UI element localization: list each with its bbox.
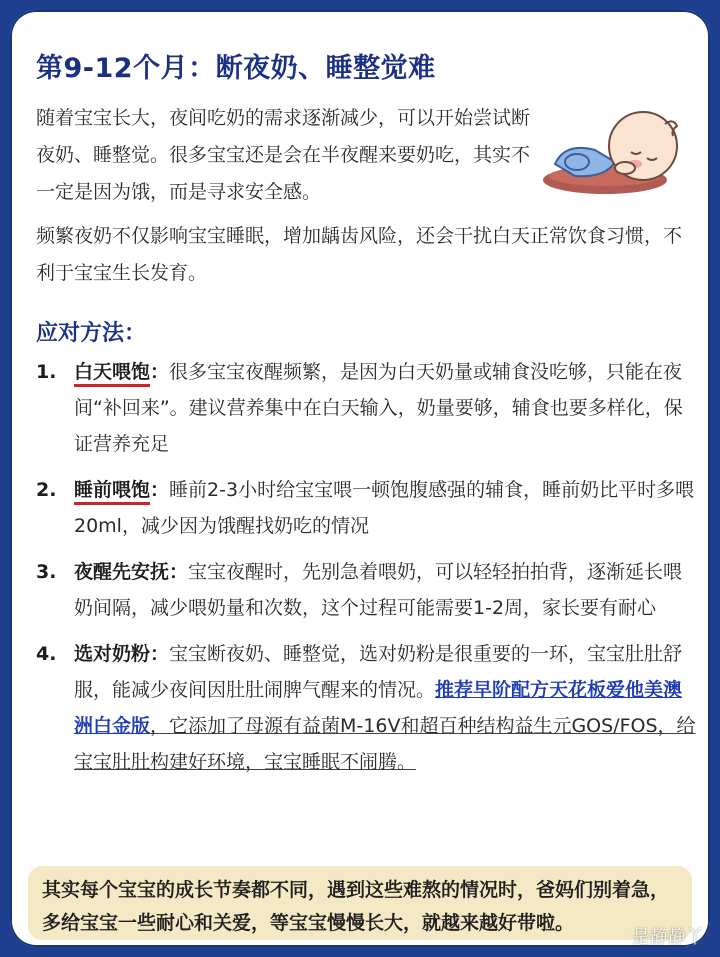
method-colon: ： — [150, 361, 170, 383]
summary-box — [28, 866, 692, 940]
method-number: 1. — [36, 361, 57, 383]
product-recommendation-link[interactable]: 推荐早阶配方天花板爱他美澳洲白金版 — [74, 679, 683, 737]
method-colon: ： — [150, 479, 170, 501]
method-item-2 — [36, 472, 698, 544]
intro-paragraph: 随着宝宝长大，夜间吃奶的需求逐渐减少，可以开始尝试断夜奶、睡整觉。很多宝宝还是会在半夜醒来要奶吃，其实不一定是因为饿，而是寻求安全感。 — [36, 107, 531, 203]
page-title: 第9-12个月：断夜奶、睡整觉难 — [36, 53, 436, 84]
summary-text: 其实每个宝宝的成长节奏都不同，遇到这些难熬的情况时，爸妈们别着急，多给宝宝一些耐心和关爱，等宝宝慢慢长大，就越来越好带啦。 — [42, 879, 670, 934]
method-text: 很多宝宝夜醒频繁，是因为白天奶量或辅食没吃够，只能在夜间“补回来”。建议营养集中在白天输入，奶量要够，辅食也要多样化，保证营养充足 — [74, 361, 683, 455]
methods-heading: 应对方法： — [36, 321, 147, 346]
sleeping-baby-illustration — [535, 102, 705, 202]
method-number: 3. — [36, 561, 57, 583]
method-item-1 — [36, 354, 698, 462]
methods-list — [36, 354, 698, 790]
method-text: 宝宝断夜奶、睡整觉，选对奶粉是很重要的一环，宝宝肚肚舒服，能减少夜间因肚肚闹脾气醒来的情况。 — [74, 643, 683, 701]
method-label: 睡前喂饱 — [74, 479, 150, 505]
method-text: 睡前2-3小时给宝宝喂一顿饱腹感强的辅食，睡前奶比平时多喂20ml，减少因为饿醒找奶吃的情况 — [74, 479, 695, 537]
method-item-3 — [36, 554, 698, 626]
intro-paragraph-2: 频繁夜奶不仅影响宝宝睡眠，增加龋齿风险，还会干扰白天正常饮食习惯，不利于宝宝生长发育。 — [36, 225, 683, 284]
method-label: 白天喂饱 — [74, 361, 150, 387]
method-colon: ： — [150, 643, 170, 665]
method-item-4 — [36, 636, 698, 780]
author-watermark: 是静静丫 — [632, 927, 704, 948]
method-text: 宝宝夜醒时，先别急着喂奶，可以轻轻拍拍背，逐渐延长喂奶间隔，减少喂奶量和次数，这个过程可能需要1-2周，家长要有耐心 — [74, 561, 683, 619]
content-card — [10, 10, 710, 947]
method-label: 夜醒先安抚 — [74, 561, 170, 583]
method-colon: ： — [169, 561, 189, 583]
method-text-tail: ，它添加了母源有益菌M-16V和超百种结构益生元GOS/FOS，给宝宝肚肚构建好环境，宝宝睡眠不闹腾。 — [74, 715, 696, 773]
method-label: 选对奶粉 — [74, 643, 151, 665]
method-number: 4. — [36, 643, 57, 665]
method-number: 2. — [36, 479, 57, 501]
